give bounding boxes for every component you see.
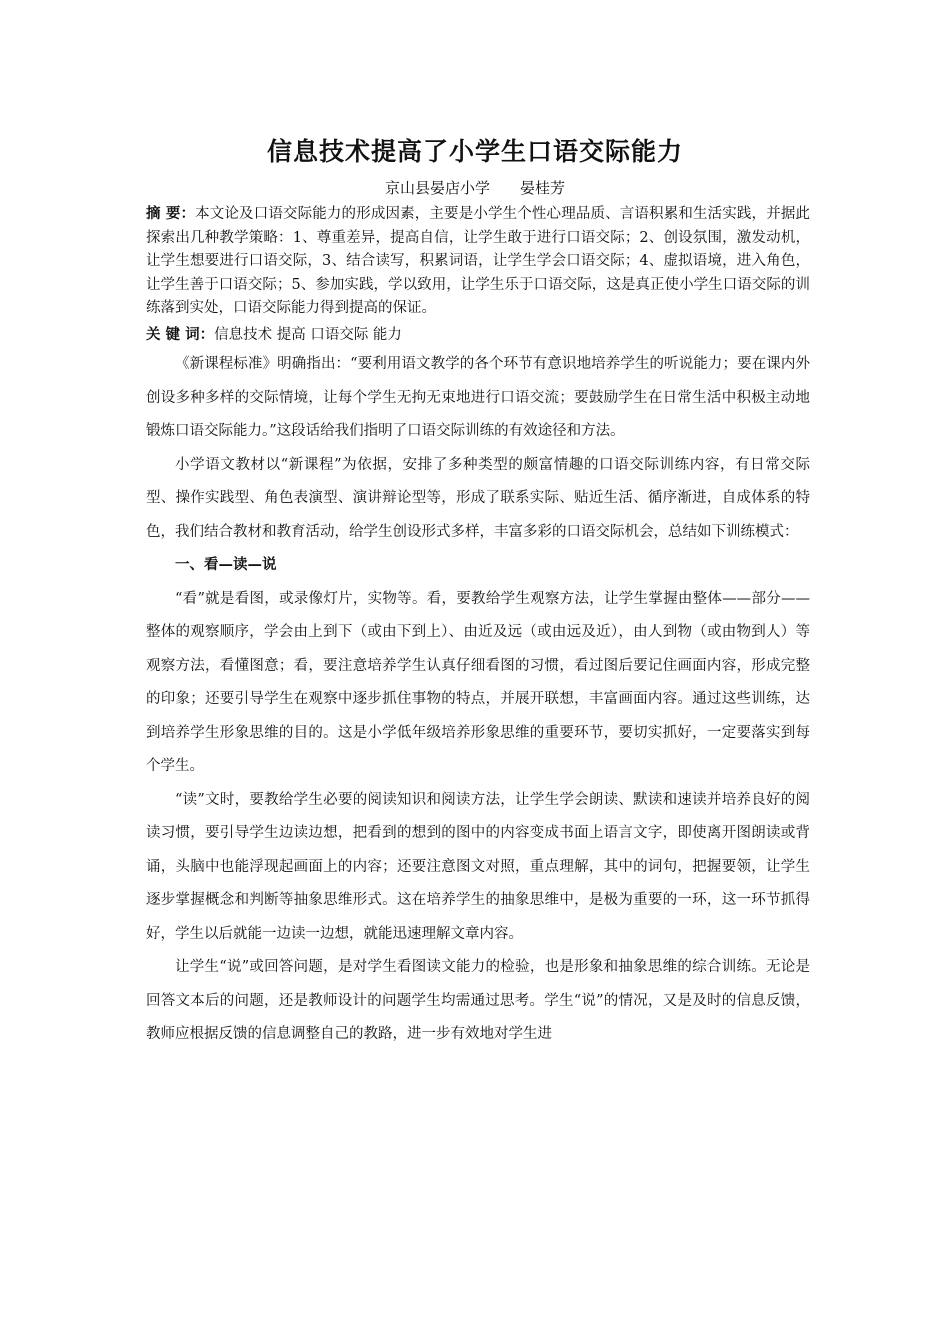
abstract-text: 本文论及口语交际能力的形成因素，主要是小学生个性心理品质、言语积累和生活实践，并据此探索出几种教学策略：1、尊重差异，提高自信，让学生敢于进行口语交际；2、创设氛围，激发动机，让学生想要进行口语交际，3、结合读写，积累词语，让学生学会口语交际；4、虚拟语境，进入角色，让学生善于口语交际；5、参加实践，学以致用，让学生乐于口语交际，这是真正使小学生口语交际的训练落到实处，口语交际能力得到提高的保证。 (146, 206, 810, 316)
body-text (146, 348, 810, 1052)
paragraph: 小学语文教材以“新课程”为依据，安排了多种类型的颇富情趣的口语交际训练内容，有日常交际型、操作实践型、角色表演型、演讲辩论型等，形成了联系实际、贴近生活、循序渐进，自成体系的特色，我们结合教材和教育活动，给学生创设形式多样，丰富多彩的口语交际机会，总结如下训练模式： (146, 456, 810, 540)
paragraph: “看”就是看图，或录像灯片，实物等。看，要教给学生观察方法，让学生掌握由整体——部分——整体的观察顺序，学会由上到下（或由下到上）、由近及远（或由远及近），由人到物（或由物到人）等观察方法，看懂图意；看，要注意培养学生认真仔细看图的习惯，看过图后要记住画面内容，形成完整的印象；还要引导学生在观察中逐步抓住事物的特点，并展开联想，丰富画面内容。通过这些训练，达到培养学生形象思维的目的。这是小学低年级培养形象思维的重要环节，要切实抓好，一定要落实到每个学生。 (146, 590, 810, 774)
school-name: 京山县晏店小学 (384, 179, 490, 197)
section-heading: 一、看—读—说 (175, 557, 277, 573)
keywords-text: 信息技术 提高 口语交际 能力 (214, 327, 402, 343)
abstract-label: 摘 要： (146, 206, 196, 222)
keywords (146, 324, 810, 347)
paragraph: “读”文时，要教给学生必要的阅读知识和阅读方法，让学生学会朗读、默读和速读并培养良好的阅读习惯，要引导学生边读边想，把看到的想到的图中的内容变成书面上语言文字，即使离开图朗读或背诵，头脑中也能浮现起画面上的内容；还要注意图文对照，重点理解，其中的词句，把握要领，让学生逐步掌握概念和判断等抽象思维形式。这在培养学生的抽象思维中，是极为重要的一环，这一环节抓得好，学生以后就能一边读一边想，就能迅速理解文章内容。 (146, 791, 810, 942)
document-title: 信息技术提高了小学生口语交际能力 (266, 137, 683, 166)
author-name: 晏桂芳 (520, 179, 566, 197)
byline (0, 177, 950, 198)
paragraph: 让学生“说”或回答问题，是对学生看图读文能力的检验，也是形象和抽象思维的综合训练。无论是回答文本后的问题，还是教师设计的问题学生均需通过思考。学生“说”的情况，又是及时的信息反馈，教师应根据反馈的信息调整自己的教路，进一步有效地对学生进 (146, 959, 810, 1042)
paragraph: 《新课程标准》明确指出：“要利用语文教学的各个环节有意识地培养学生的听说能力；要在课内外创设多种多样的交际情境，让每个学生无拘无束地进行口语交流；要鼓励学生在日常生活中积极主动地锻炼口语交际能力。”这段话给我们指明了口语交际训练的有效途径和方法。 (146, 356, 810, 439)
keywords-label: 关 键 词： (146, 327, 215, 343)
abstract (146, 203, 810, 321)
